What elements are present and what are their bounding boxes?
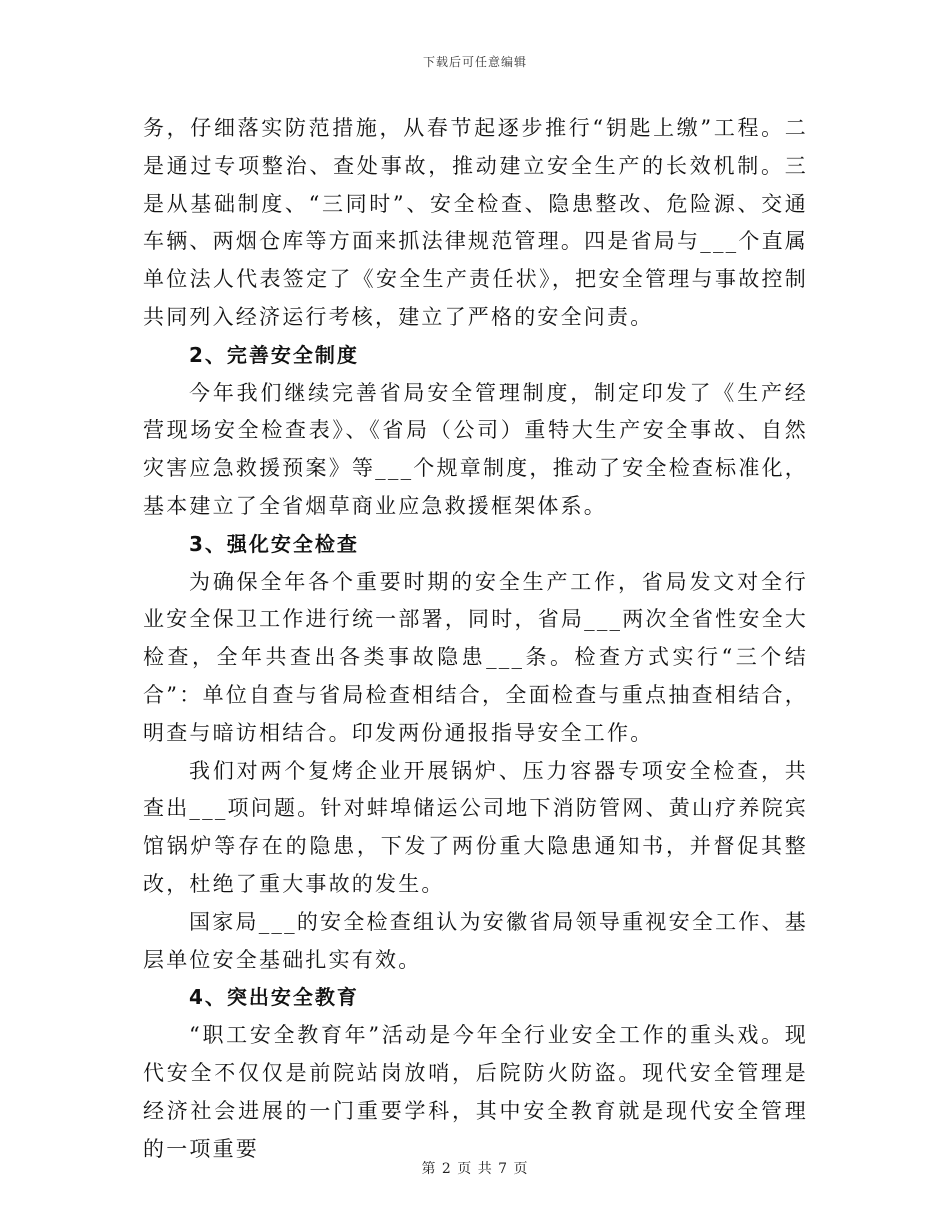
paragraph-4: 我们对两个复烤企业开展锅炉、压力容器专项安全检查，共查出___项问题。针对蚌埠储运公司地下消防管网、黄山疗养院宾馆锅炉等存在的隐患，下发了两份重大隐患通知书，并督促其整改，杜绝了重大事故的发生。 bbox=[143, 758, 808, 896]
paragraph-3: 为确保全年各个重要时期的安全生产工作，省局发文对全行业安全保卫工作进行统一部署，同时，省局___两次全省性安全大检查，全年共查出各类事故隐患___条。检查方式实行“三个结合”：单位自查与省局检查相结合，全面检查与重点抽查相结合，明查与暗访相结合。印发两份通报指导安全工作。 bbox=[143, 569, 808, 745]
paragraph-6: “职工安全教育年”活动是今年全行业安全工作的重头戏。现代安全不仅仅是前院站岗放哨，后院防火防盗。现代安全管理是经济社会进展的一门重要学科，其中安全教育就是现代安全管理的一项重要 bbox=[143, 1023, 808, 1161]
page-number: 第 2 页 共 7 页 bbox=[421, 1161, 529, 1177]
paragraph-5: 国家局___的安全检查组认为安徽省局领导重视安全工作、基层单位安全基础扎实有效。 bbox=[143, 909, 808, 972]
section-heading-4: 4、突出安全教育 bbox=[189, 985, 359, 1010]
page-header: 下载后可任意编辑 bbox=[422, 55, 527, 69]
document-body bbox=[143, 110, 808, 1168]
section-heading-3: 3、强化安全检查 bbox=[189, 531, 359, 556]
paragraph-2: 今年我们继续完善省局安全管理制度，制定印发了《生产经营现场安全检查表》、《省局（公司）重特大生产安全事故、自然灾害应急救援预案》等___个规章制度，推动了安全检查标准化，基本建立了全省烟草商业应急救援框架体系。 bbox=[143, 380, 808, 518]
section-heading-2: 2、完善安全制度 bbox=[189, 342, 359, 367]
paragraph-1: 务，仔细落实防范措施，从春节起逐步推行“钥匙上缴”工程。二是通过专项整治、查处事故，推动建立安全生产的长效机制。三是从基础制度、“三同时”、安全检查、隐患整改、危险源、交通车辆、两烟仓库等方面来抓法律规范管理。四是省局与___个直属单位法人代表签定了《安全生产责任状》，把安全管理与事故控制共同列入经济运行考核，建立了严格的安全问责。 bbox=[143, 116, 808, 329]
